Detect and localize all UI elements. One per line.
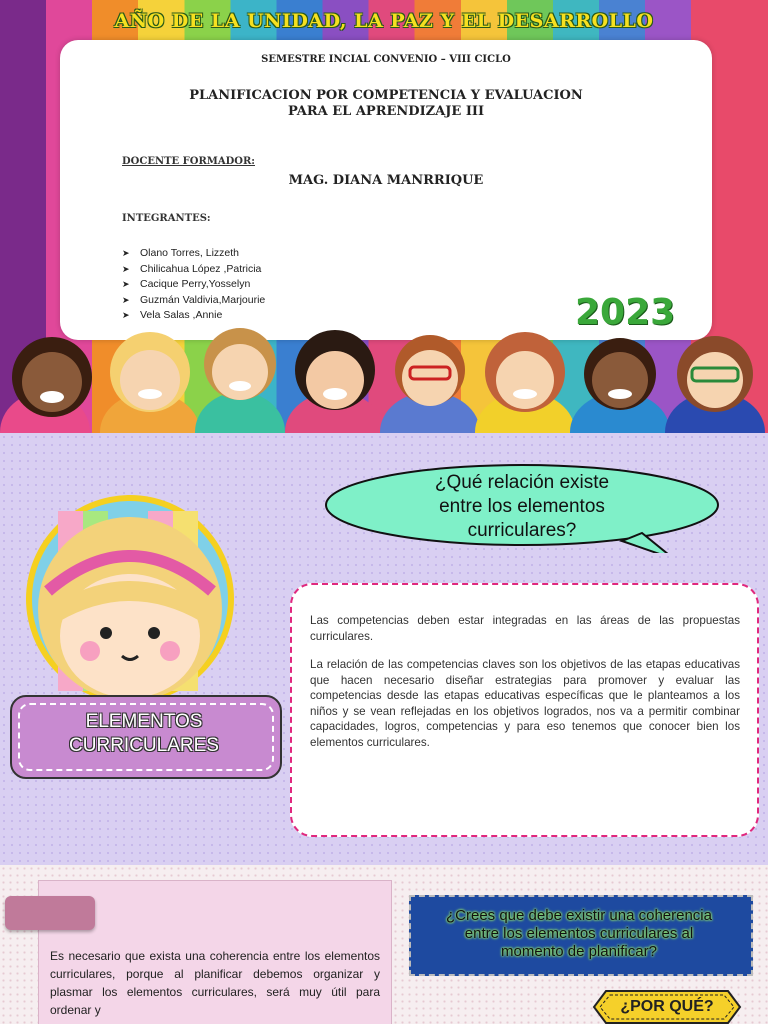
topic-label: ELEMENTOS CURRICULARES — [69, 711, 219, 756]
list-item: ➤ Chilicahua López ,Patricia — [122, 262, 265, 278]
course-title-line-1: PLANIFICACION POR COMPETENCIA Y EVALUACION — [189, 88, 583, 103]
arrow-bullet-icon: ➤ — [122, 263, 130, 274]
cover-slide — [0, 0, 768, 433]
arrow-bullet-icon: ➤ — [122, 279, 130, 289]
list-item: ➤ Cacique Perry,Yosselyn — [122, 277, 265, 293]
semester-line: SEMESTRE INCIAL CONVENIO – VIII CICLO — [261, 54, 511, 65]
child-figure — [0, 337, 92, 433]
year-label: 2023 — [575, 292, 676, 333]
list-item: ➤ Guzmán Valdivia,Marjourie — [122, 293, 265, 309]
arrow-bullet-icon: ➤ — [122, 310, 130, 320]
tab-decoration — [5, 896, 95, 930]
course-title — [60, 88, 712, 120]
coherence-paragraph: Es necesario que exista una coherencia entre los elementos curriculares, porque al planificar debemos organizar y plasmar los elementos curriculares, será muy útil para ordenar y — [50, 949, 380, 1017]
integrantes-list — [122, 246, 265, 324]
children-illustration — [0, 322, 768, 433]
child-figure — [285, 330, 385, 433]
coherence-question: ¿Crees que debe existir una coherencia entre los elementos curriculares al momento de planificar? — [446, 907, 712, 960]
child-figure — [475, 332, 575, 433]
child-figure — [665, 336, 765, 433]
coherence-slide — [0, 865, 768, 1024]
why-label: ¿POR QUÉ? — [620, 998, 714, 1015]
arrow-bullet-icon: ➤ — [122, 248, 130, 258]
child-figure — [100, 332, 200, 433]
slide-banner-title: AÑO DE LA UNIDAD, LA PAZ Y EL DESARROLLO — [114, 10, 654, 32]
child-figure — [195, 328, 285, 433]
list-item: ➤ Vela Salas ,Annie — [122, 308, 265, 324]
course-title-line-2: PARA EL APRENDIZAJE III — [287, 104, 485, 119]
answer-card — [290, 583, 759, 837]
docente-label: DOCENTE FORMADOR: — [122, 156, 255, 167]
child-figure — [570, 338, 670, 433]
arrow-bullet-icon: ➤ — [122, 294, 130, 305]
question-text: ¿Qué relación existe entre los elementos curriculares? — [434, 472, 610, 541]
answer-paragraph-2: La relación de las competencias claves son los objetivos de las etapas educativas que hacen necesario diseñar estrategias para promover y evaluar las competencias desde las etapas educativas específicas que le planteamos a los niños y se vean reflejadas en los objetivos logrados, nos va a permitir combinar capacidades, logros, competencias y para eso tenemos que conocer bien los elementos curriculares. — [310, 658, 740, 749]
child-figure — [380, 335, 480, 433]
docente-name: MAG. DIANA MANRRIQUE — [288, 173, 484, 188]
answer-paragraph-1: Las competencias deben estar integradas en las áreas de las propuestas curriculares. — [310, 614, 740, 643]
list-item: ➤ Olano Torres, Lizzeth — [122, 246, 265, 262]
relationship-slide — [0, 433, 768, 865]
integrantes-label: INTEGRANTES: — [122, 213, 211, 224]
